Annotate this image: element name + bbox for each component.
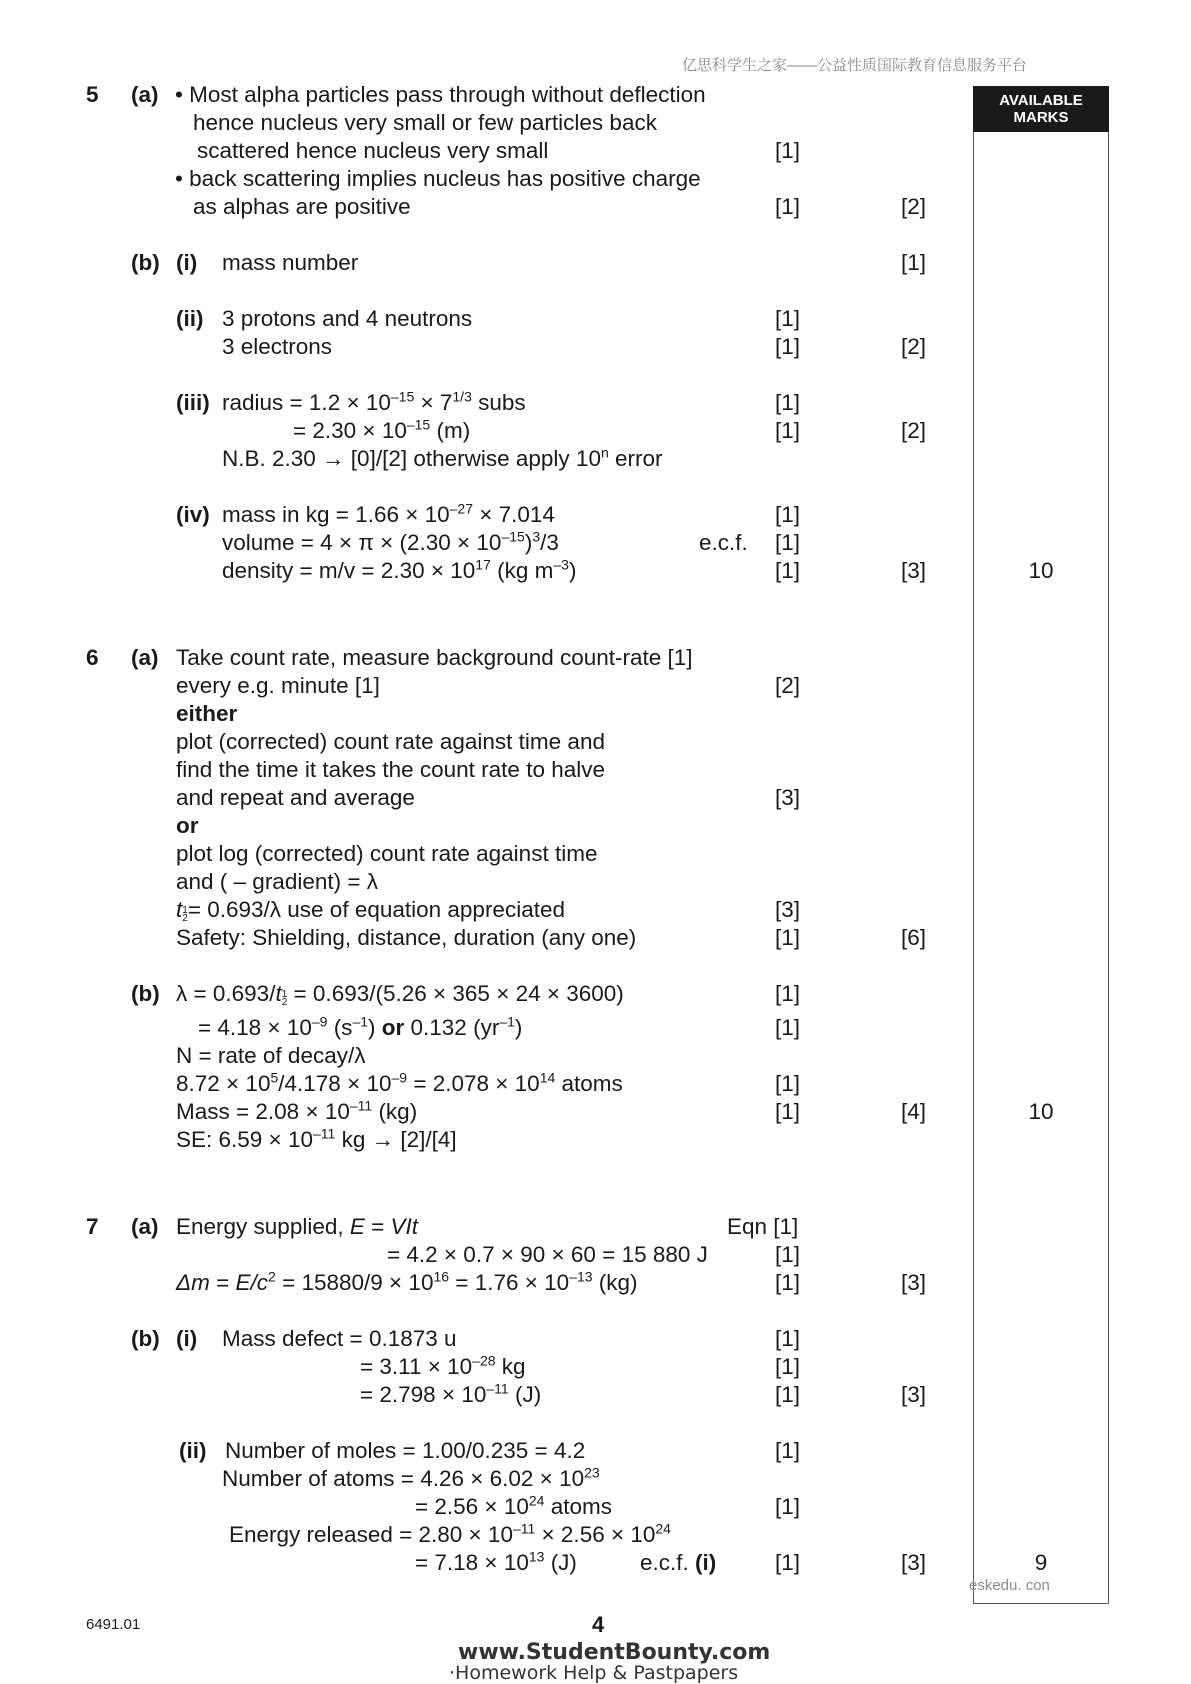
q7-b-ii-line4: Energy released = $2.80 \times 10^{-11} \times 2.56 \times 10^{24}$ [229,1520,671,1547]
q6-a-line9: Safety: Shielding, distance, duration (any one) [176,925,637,950]
q6-b-line2: = $4.18 \times 10^{-9}$ $(s^{-1})$ or 0.132 $(yr^{-1})$ [198,1013,523,1040]
q5-b-ii-total: [2] [901,334,927,359]
q5-b-iii-label: (iii) [176,390,210,415]
q6-b-line2-mark: [1] [775,1015,801,1040]
q5-a-line4: back scattering implies nucleus has positive charge [189,166,701,191]
q5-b-ii-line1: 3 protons and 4 neutrons [222,306,473,331]
paper-code: 6491.01 [86,1616,141,1633]
header-watermark: 亿思科学生之家——公益性质国际教育信息服务平台 [682,57,1028,74]
q6-a-line8: t1 2= 0.693/λ use of equation appreciated [176,897,565,924]
q6-a-line5: and repeat and average [176,785,415,810]
q5-b-iii-note: N.B. 2.30 → [0]/[2] otherwise apply 10$^n$ error [222,444,663,471]
q7-b-i-label: (i) [176,1326,198,1351]
q7-a-total: [3] [901,1270,927,1295]
q7-b-ii-line5: = $7.18 \times 10^{13}$ (J) [415,1548,577,1575]
q6-a-line4: find the time it takes the count rate to halve [176,757,605,782]
q7-b-ii-line3: = $2.56 \times 10^{24}$ atoms [415,1492,612,1519]
q7-b-i-line2-mark: [1] [775,1354,801,1379]
available-marks-header [973,86,1109,132]
q6-a-line8-mark: [3] [775,897,801,922]
question-5-number: 5 [86,82,99,107]
q6-a-line9-mark: [1] [775,925,801,950]
q5-b-iii-line1-mark: [1] [775,390,801,415]
question-6-number: 6 [86,645,99,670]
q5-a-total: [2] [901,194,927,219]
q5-a-bullet-1: • Most alpha particles pass through without deflection [175,82,706,107]
q6-a-either: either [176,701,238,726]
q5-a-line3: scattered hence nucleus very small [197,138,549,163]
q7-b-ii-line2: Number of atoms = $4.26 \times 6.02 \times 10^{23}$ [222,1464,600,1491]
q5-a-line5-mark: [1] [775,194,801,219]
q6-a-line5-mark: [3] [775,785,801,810]
q6-b-line5-mark: [1] [775,1099,801,1124]
eskedu-watermark: eskedu. con [969,1577,1050,1594]
q6-a-line6: plot log (corrected) count rate against time [176,841,598,866]
q5-b-i-label: (i) [176,250,198,275]
q7-b-ii-total: [3] [901,1550,927,1575]
q6-b-line3: N = rate of decay/λ [176,1043,366,1068]
q6-a-total: [6] [901,925,927,950]
q5-b-ii-label: (ii) [176,306,204,331]
q5-b-iii-total: [2] [901,418,927,443]
q6-part-a-label: (a) [131,645,159,670]
q6-available-marks: 10 [1028,1099,1054,1124]
q7-b-i-line3-mark: [1] [775,1382,801,1407]
q5-b-iv-line2-mark: [1] [775,530,801,555]
available-marks-line1: AVAILABLE [999,92,1083,109]
q6-a-line2-mark: [2] [775,673,801,698]
q5-b-iv-ecf: e.c.f. [699,530,748,555]
q7-b-i-line1-mark: [1] [775,1326,801,1351]
q7-available-marks: 9 [1034,1550,1048,1575]
q6-a-line7: and ( – gradient) = λ [176,869,378,894]
q6-a-line1: Take count rate, measure background count-rate [1] [176,645,693,670]
q5-b-ii-line2: 3 electrons [222,334,333,359]
q5-b-ii-line1-mark: [1] [775,306,801,331]
q7-b-ii-line1: Number of moles = 1.00/0.235 = 4.2 [225,1438,586,1463]
available-marks-line2: MARKS [1013,109,1069,126]
q7-b-ii-line3-mark: [1] [775,1494,801,1519]
q6-b-line4: $8.72 \times 10^5/4.178 \times 10^{-9} = 2.078 \times 10^{14}$ atoms [176,1069,623,1096]
q5-b-iii-line2: = $2.30 \times 10^{-15}$ (m) [293,416,471,443]
q6-b-line5: Mass = $2.08 \times 10^{-11}$ (kg) [176,1097,418,1124]
q6-part-b-label: (b) [131,981,160,1006]
q6-a-line2: every e.g. minute [1] [176,673,380,698]
q7-b-i-line1: Mass defect = 0.1873 u [222,1326,457,1351]
q5-b-iv-line1-mark: [1] [775,502,801,527]
q7-b-i-total: [3] [901,1382,927,1407]
q7-a-line3: $\Delta m = E/c^2 = 15880/9 \times 10^{16} = 1.76 \times 10^{-13}$ (kg) [176,1268,638,1295]
q5-a-bullet-2: • back scattering implies nucleus has positive charge [175,166,701,191]
q5-b-iv-label: (iv) [176,502,210,527]
q6-b-total: [4] [901,1099,927,1124]
question-7-number: 7 [86,1214,99,1239]
q5-available-marks: 10 [1028,558,1054,583]
q5-b-ii-line2-mark: [1] [775,334,801,359]
q5-part-b-label: (b) [131,250,160,275]
q6-a-or: or [176,813,199,838]
q5-b-iv-total: [3] [901,558,927,583]
q6-b-line6: SE: $6.59 \times 10^{-11}$ kg → [2]/[4] [176,1125,457,1152]
q5-part-a-label: (a) [131,82,159,107]
q7-a-line2: = 4.2 × 0.7 × 90 × 60 = 15 880 J [387,1242,708,1267]
q6-b-line1-mark: [1] [775,981,801,1006]
q7-b-ii-line1-mark: [1] [775,1438,801,1463]
q7-part-b-label: (b) [131,1326,160,1351]
q5-b-i-text: mass number [222,250,359,275]
q5-a-line3-mark: [1] [775,138,801,163]
q5-b-iii-line2-mark: [1] [775,418,801,443]
q5-b-iv-line1: mass in kg = $1.66 \times 10^{-27} \times 7.014$ [222,500,555,527]
q7-b-i-line3: = $2.798 \times 10^{-11}$ (J) [360,1380,542,1407]
q5-b-iv-line3: density = $m/v = 2.30 \times 10^{17}$ (kg $m^{-3}$) [222,556,577,583]
q7-a-line1-mark: Eqn [1] [727,1214,799,1239]
q7-part-a-label: (a) [131,1214,159,1239]
studentbounty-url: www.StudentBounty.com [458,1640,771,1665]
q5-b-iv-line3-mark: [1] [775,558,801,583]
q7-b-ii-line5-mark: [1] [775,1550,801,1575]
q5-b-iv-line2: volume = $4 \times \pi \times (2.30 \times 10^{-15})^3/3$ [222,528,559,555]
q7-b-ii-label: (ii) [179,1438,207,1463]
q7-b-ii-ecf: e.c.f. (i) [640,1550,717,1575]
q6-b-line1: λ = 0.693/t1 2 = 0.693/(5.26 × 365 × 24 × 3600) [176,981,624,1008]
available-marks-column [973,86,1109,1604]
studentbounty-tagline: ·Homework Help & Pastpapers [449,1662,739,1684]
q7-b-i-line2: = $3.11 \times 10^{-28}$ kg [360,1352,526,1379]
q5-b-i-total: [1] [901,250,927,275]
q5-a-line1: Most alpha particles pass through without deflection [189,82,706,107]
q7-a-line1: Energy supplied, E = VIt [176,1214,419,1239]
q5-a-line5: as alphas are positive [193,194,411,219]
q7-a-line3-mark: [1] [775,1270,801,1295]
q5-a-line2: hence nucleus very small or few particles back [193,110,657,135]
q6-a-line3: plot (corrected) count rate against time and [176,729,605,754]
q7-a-line2-mark: [1] [775,1242,801,1267]
q5-b-iii-line1: radius = $1.2 \times 10^{-15} \times 7^{1/3}$ subs [222,388,526,415]
page-number: 4 [592,1612,605,1637]
q6-b-line4-mark: [1] [775,1071,801,1096]
